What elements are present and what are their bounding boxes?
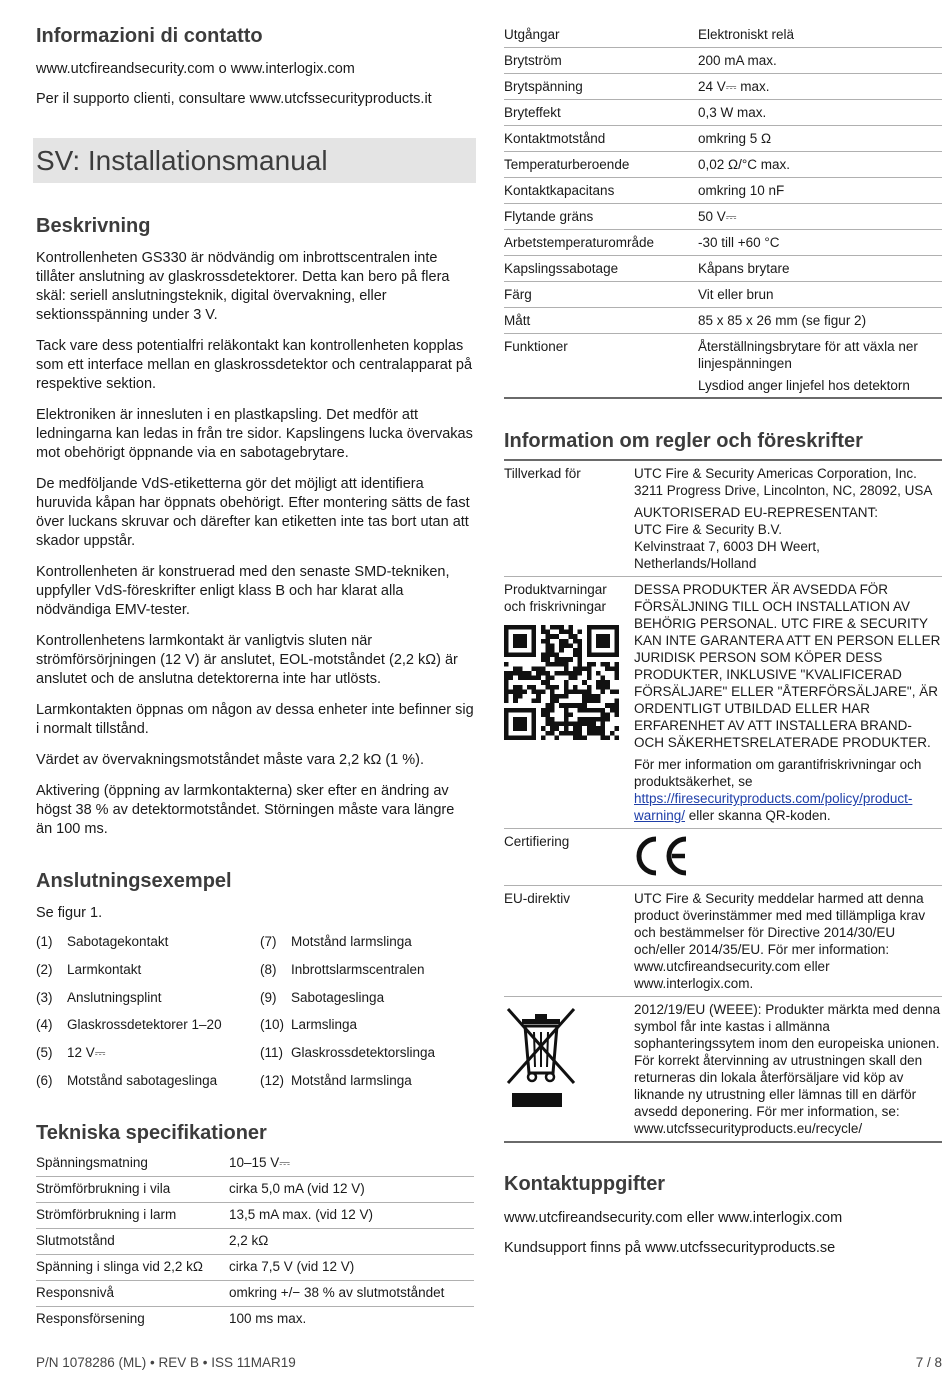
legend-item [36,988,260,1007]
produkt-label: Produktvarningar och friskrivningar [504,582,607,614]
warning-text: DESSA PRODUKTER ÄR AVSEDDA FÖR FÖRSÄLJNING TILL OCH INSTALLATION AV BEHÖRIG PERSONAL. UTC FIRE & SECURITY KAN INTE GARANTERA ATT EN PERSON ELLER JURIDISK PERSON SOM KÖPER DESS PRODUKTER, INKLUSIVE "KVALIFICERAD FÖRSÄLJARE" ELLER "ÅTERFÖRSÄLJARE", ÄR ORDENTLIGT UTBILDAD ELLER HAR ERFARENHET AV ATT INSTALLERA BRAND- OCH SÄKERHETSRELATERADE PRODUKTER. [634,582,941,750]
spec-value: cirka 5,0 mA (vid 12 V) [229,1176,474,1202]
legend-label: Larmkontakt [67,961,142,977]
spec-key: Arbetstemperaturområde [504,230,698,256]
paragraph: Tack vare dess potentialfri reläkontakt kan kontrollenheten kopplas som ett interface mellan en glaskrossdetektor och centralapparat på respektive sektion. [36,338,473,392]
section-banner-title: SV: Installationsmanual [36,144,328,176]
right-column [504,22,942,1258]
legend-item [260,1043,474,1062]
spec-value: 85 x 85 x 26 mm (se figur 2) [698,308,942,334]
legend-label: Inbrottslarmscentralen [291,961,425,977]
reg-key [504,577,634,829]
paragraph: Larmkontakten öppnas om någon av dessa enheter inte befinner sig i normalt tillstånd. [36,702,474,737]
spec-value: cirka 7,5 V (vid 12 V) [229,1254,474,1280]
contact-title: Informazioni di contatto [36,25,263,47]
table-row [36,1151,474,1177]
legend-number: (3) [36,989,53,1005]
legend-item [260,932,474,951]
qr-code-icon [504,625,619,740]
spec-key: Funktioner [504,334,698,399]
spec-key: Färg [504,282,698,308]
table-row [504,282,942,308]
anslutning-subtitle: Se figur 1. [36,905,103,921]
legend-label: Motstånd larmslinga [291,934,412,949]
spec-key: Bryteffekt [504,100,698,126]
spec-value: Kåpans brytare [698,256,942,282]
paragraph: De medföljande VdS-etiketterna gör det möjligt att identifiera huruvida kåpan har öppnats obehörigt. Efter montering sätts de fast över luckans skruvar och därefter kan etiketten inte tas bort utan att skador uppstår. [36,476,470,549]
footer-part-number: P/N 1078286 (ML) • REV B • ISS 11MAR19 [36,1355,296,1370]
spec-value: 200 mA max. [698,48,942,74]
spec-value: 0,3 W max. [698,100,942,126]
spec-key: Responsnivå [36,1280,229,1306]
paragraph: Kontrollenheten är konstruerad med den senaste SMD-tekniken, uppfyller VdS-föreskrifter enligt klass B och har klarat alla nödvändiga EMV-tester. [36,564,450,618]
table-row [504,152,942,178]
legend-label: Sabotageslinga [291,989,385,1005]
spec-key: Responsförsening [36,1311,145,1327]
legend-label: Glaskrossdetektorslinga [291,1045,436,1061]
address-line: UTC Fire & Security Americas Corporation, Inc. [634,466,917,481]
tekniska-title: Tekniska specifikationer [36,1121,267,1144]
table-row [36,1176,474,1202]
table-row [504,204,942,230]
spec-key: Utgångar [504,22,698,48]
legend-item [36,960,260,979]
table-row [504,577,942,829]
spec-value: 100 ms max. [229,1311,307,1327]
legend-label: Glaskrossdetektorer 1–20 [67,1017,222,1033]
spec-value: Vit eller brun [698,282,942,308]
spec-value: omkring +/− 38 % av slutmotståndet [229,1280,474,1306]
tekniska-table [36,1151,474,1332]
table-row [504,126,942,152]
beskrivning-body [36,249,474,839]
legend-number: (4) [36,1017,53,1033]
funktion-line: Återställningsbrytare för att växla ner linjespänningen [698,338,918,371]
table-row [504,308,942,334]
table-row [36,1202,474,1228]
legend-number: (7) [260,934,277,949]
spec-value: 24 V⎓ max. [698,74,942,100]
address-line: Kelvinstraat 7, 6003 DH Weert, [634,539,820,554]
spec-key: Flytande gräns [504,204,698,230]
weee-bin-icon [504,1005,580,1111]
spec-key: Kontaktkapacitans [504,178,698,204]
legend-number: (9) [260,989,277,1005]
table-row [504,460,942,577]
regler-title: Information om regler och föreskrifter [504,430,863,452]
spec-value: 13,5 mA max. (vid 12 V) [229,1202,474,1228]
table-row [504,230,942,256]
table-row [504,334,942,399]
paragraph: Aktivering (öppning av larmkontakterna) sker efter en ändring av högst 38 % av detektormotståndet. Störningen måste vara längre än 100 ms. [36,783,455,837]
legend-item [260,1015,474,1034]
legend-number: (10) [260,1017,285,1033]
product-warning-link[interactable]: https://firesecurityproducts.com/policy/product-warning/ [634,791,913,823]
spec-value: omkring 10 nF [698,178,942,204]
spec-value: 0,02 Ω/°C max. [698,152,942,178]
contact-line-1: www.utcfireandsecurity.com o www.interlogix.com [36,61,355,77]
legend-item [36,1071,260,1090]
warning-tail: eller skanna QR-koden. [685,808,831,823]
section-banner [33,138,476,183]
legend-item [260,988,474,1007]
legend-item [260,960,474,979]
table-row [504,256,942,282]
spec-value: 50 V⎓ [698,204,942,230]
legend-item [36,1015,260,1034]
connection-legend [36,932,474,1090]
legend-item [36,932,260,951]
spec-key: Strömförbrukning i vila [36,1176,229,1202]
table-row [504,886,942,997]
legend-number: (8) [260,961,277,977]
reg-value: UTC Fire & Security meddelar harmed att denna product överinstämmer med med tillämpliga krav och bestämmelser för Directive 2014/30/EU och/eller 2014/35/EU. För mer information: www.utcfireandsecurity.com eller www.interlogix.com. [634,886,942,997]
spec-key: Spänningsmatning [36,1151,229,1177]
spec-value [698,334,942,399]
kontakt-title: Kontaktuppgifter [504,1173,666,1195]
paragraph: Kontrollenheten GS330 är nödvändig om inbrottscentralen inte tillåter anslutning av glaskrossdetektorer. Detta kan bero på flera skäl: seriell anslutningsteknik, digital övervakning, eller sektionsspänning under 3 V. [36,250,450,323]
reg-key [504,997,634,1143]
table-row [36,1280,474,1306]
spec-value: omkring 5 Ω [698,126,942,152]
address-line: 3211 Progress Drive, Lincolnton, NC, 28092, USA [634,483,933,498]
legend-item [36,1043,260,1062]
paragraph: Värdet av övervakningsmotståndet måste vara 2,2 kΩ (1 %). [36,752,425,768]
table-row [504,74,942,100]
legend-item [260,1071,474,1090]
address-line: Netherlands/Holland [634,556,757,571]
table-row [36,1254,474,1280]
legend-number: (2) [36,961,53,977]
reg-value: 2012/19/EU (WEEE): Produkter märkta med denna symbol får inte kastas i allmänna sophanteringssytem inom den europeiska unionen. För korrekt återvinning av utrustningen skall den returneras din lokala återförsäljare vid köp av liknande ny utrustning eller lämnas till en därför avsedd deponering. För mer information, se: www.utcfssecurityproducts.eu/recycle/ [634,997,942,1143]
spec-value: 10–15 V⎓ [229,1151,474,1177]
warning-more [634,756,942,824]
spec-value: 2,2 kΩ [229,1228,474,1254]
left-column [36,20,474,1332]
legend-label: Motstånd larmslinga [291,1072,412,1088]
kontakt-line-1: www.utcfireandsecurity.com eller www.interlogix.com [504,1210,843,1226]
reg-key: Certifiering [504,829,634,886]
table-row [504,178,942,204]
table-row [504,22,942,48]
legend-label: Anslutningsplint [67,989,162,1005]
spec-key: Mått [504,308,698,334]
reg-value [634,829,942,886]
contact-line-2: Per il supporto clienti, consultare www.utcfssecurityproducts.it [36,91,432,107]
funktion-line: Lysdiod anger linjefel hos detektorn [698,377,910,393]
legend-number: (5) [36,1045,53,1061]
kontakt-line-2: Kundsupport finns på www.utcfssecurityproducts.se [504,1240,836,1256]
legend-number: (12) [260,1072,285,1088]
address-line: UTC Fire & Security B.V. [634,522,783,537]
reg-key: EU-direktiv [504,886,634,997]
legend-label: Larmslinga [291,1017,358,1033]
spec-key: Strömförbrukning i larm [36,1202,229,1228]
legend-label: Motstånd sabotageslinga [67,1072,218,1088]
footer-page-number: 7 / 8 [915,1355,942,1370]
anslutning-title: Anslutningsexempel [36,870,232,892]
paragraph: Elektroniken är innesluten i en plastkapsling. Det medför att ledningarna kan ledas in från tre sidor. Kapslingens lucka övervakas mot obehörigt öppnande via en sabotagebrytare. [36,407,473,461]
spec-value: -30 till +60 °C [698,230,942,256]
address-line: AUKTORISERAD EU-REPRESENTANT: [634,505,879,520]
spec-key: Kontaktmotstånd [504,126,698,152]
spec-key: Temperaturberoende [504,152,698,178]
table-row [36,1228,474,1254]
regler-table [504,459,942,1143]
spec-key: Slutmotstånd [36,1228,229,1254]
legend-label: 12 V⎓ [67,1045,106,1061]
table-row [504,100,942,126]
beskrivning-title: Beskrivning [36,215,151,237]
spec-key: Brytspänning [504,74,698,100]
ce-mark-icon [634,835,692,877]
legend-number: (1) [36,934,53,949]
legend-number: (6) [36,1072,53,1088]
reg-value [634,460,942,577]
spec-right-table [504,22,942,399]
spec-key: Brytström [504,48,698,74]
warning-more-text: För mer information om garantifriskrivningar och produktsäkerhet, se [634,757,922,789]
table-row [504,997,942,1143]
table-row [36,1306,474,1332]
spec-key: Spänning i slinga vid 2,2 kΩ [36,1254,229,1280]
paragraph: Kontrollenhetens larmkontakt är vanligtvis sluten när strömförsörjningen (12 V) är anslutet, EOL-motståndet (2,2 kΩ) är anslutet och de anslutna detektorerna inte har utlösts. [36,633,458,687]
legend-label: Sabotagekontakt [67,934,169,949]
table-row [504,48,942,74]
spec-key: Kapslingssabotage [504,256,698,282]
table-row [504,829,942,886]
reg-value [634,577,942,829]
legend-number: (11) [260,1045,284,1061]
reg-key: Tillverkad för [504,460,634,577]
spec-value: Elektroniskt relä [698,22,942,48]
